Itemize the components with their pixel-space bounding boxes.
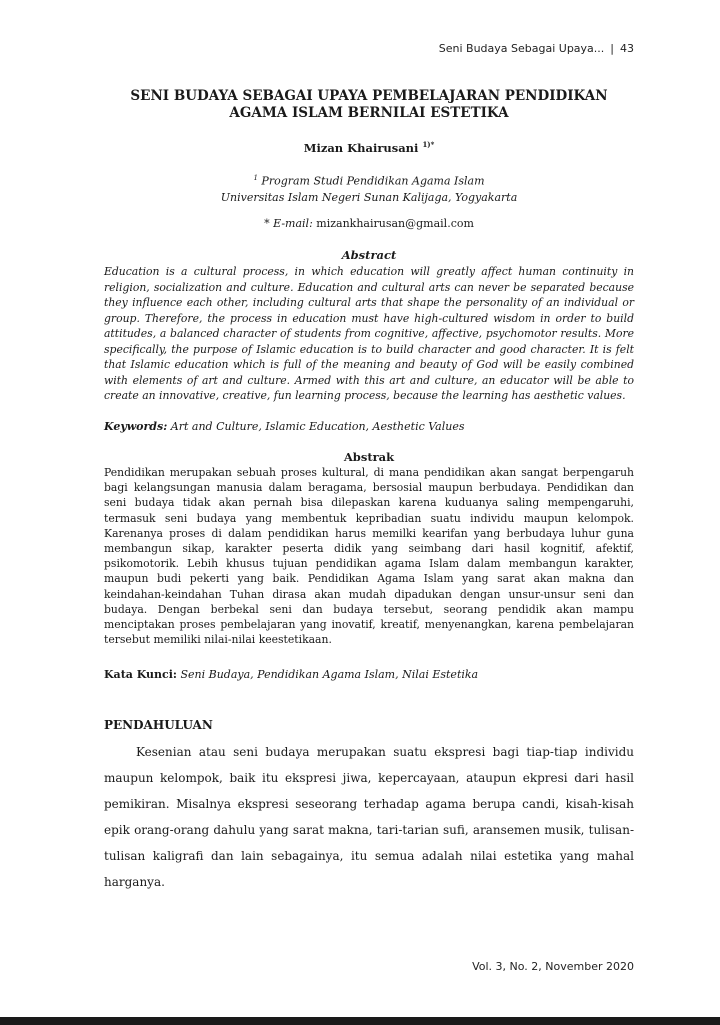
page-number: 43 <box>620 42 634 55</box>
email-line <box>104 217 634 230</box>
kata-kunci-line <box>104 668 634 681</box>
email-label: * E-mail: <box>264 217 313 230</box>
section-heading-pendahuluan: PENDAHULUAN <box>104 718 213 732</box>
author-mark: 1)* <box>422 140 435 149</box>
email-address: mizankhairusan@gmail.com <box>316 217 474 230</box>
introduction-paragraph: Kesenian atau seni budaya merupakan suatu ekspresi bagi tiap-tiap individu maupun kelompok, baik itu ekspresi jiwa, kepercayaan, ataupun ekpresi dari hasil pemikiran. Misalnya ekspresi seseorang terhadap agama berupa candi, kisah-kisah epik orang-orang dahulu yang sarat makna, tari-tarian sufi, aransemen musik, tulisan-tulisan kaligrafi dan lain sebagainya, itu semua adalah nilai estetika yang mahal harganya. <box>104 745 634 889</box>
keywords-line <box>104 420 634 433</box>
keywords-value: Art and Culture, Islamic Education, Aesthetic Values <box>170 420 465 433</box>
author-name: Mizan Khairusani <box>303 140 419 155</box>
abstrak-heading: Abstrak <box>343 450 395 464</box>
abstract-heading: Abstract <box>341 248 397 262</box>
paper-title: SENI BUDAYA SEBAGAI UPAYA PEMBELAJARAN PENDIDIKAN AGAMA ISLAM BERNILAI ESTETIKA <box>130 88 608 121</box>
abstrak-text: Pendidikan merupakan sebuah proses kultural, di mana pendidikan akan sangat berpengaruh bagi kelangsungan manusia dalam beragama, bersosial maupun berbudaya. Pendidikan dan seni budaya tidak akan pernah bisa dilepaskan karena kuduanya saling mempengaruhi, termasuk seni budaya yang membentuk kepribadian suatu individu maupun kelompok. Karenanya proses di dalam pendidikan harus memilki kearifan yang berbudaya luhur guna membangun sikap, karakter peserta didik yang seimbang dari hasil kognitif, afektif, psikomotorik. Lebih khusus tujuan pendidikan agama Islam dalam membangun karakter, maupun budi pekerti yang baik. Pendidikan Agama Islam yang sarat akan makna dan keindahan-keindahan Tuhan dirasa akan mudah dipadukan dengan unsur-unsur seni dan budaya. Dengan berbekal seni dan budaya tersebut, seorang pendidik akan mampu menciptakan proses pembelajaran yang inovatif, kreatif, menyenangkan, karena pembelajaran tersebut memiliki nilai-nilai keestetikaan. <box>104 466 634 647</box>
running-header <box>439 42 634 55</box>
footer-issue: Vol. 3, No. 2, November 2020 <box>472 960 634 973</box>
affiliation-mark: 1 <box>253 174 258 182</box>
author-line <box>104 140 634 155</box>
keywords-label: Keywords: <box>104 420 168 433</box>
abstract-text: Education is a cultural process, in which education will greatly affect human continuity in religion, socialization and culture. Education and cultural arts can never be separated because they influence each other, including cultural arts that shape the personality of an individual or group. Therefore, the process in education must have high-cultured wisdom in order to build attitudes, a balanced character of students from cognitive, affective, psychomotor results. More specifically, the purpose of Islamic education is to build character and good character. It is felt that Islamic education which is full of the meaning and beauty of God will be easily combined with elements of art and culture. Armed with this art and culture, an educator will be able to create an innovative, creative, fun learning process, because the learning has aesthetic values. <box>104 265 634 402</box>
kata-kunci-value: Seni Budaya, Pendidikan Agama Islam, Nilai Estetika <box>180 668 479 681</box>
header-separator: | <box>610 42 614 55</box>
affiliation-line-1: $^1$ Program Studi Pendidikan Agama Islam <box>253 174 485 188</box>
affiliation-line-2: Universitas Islam Negeri Sunan Kalijaga, Yogyakarta <box>220 190 518 204</box>
affiliation <box>104 170 634 206</box>
kata-kunci-label: Kata Kunci: <box>104 668 177 681</box>
bottom-border <box>0 1017 720 1025</box>
running-title: Seni Budaya Sebagai Upaya... <box>438 42 605 55</box>
